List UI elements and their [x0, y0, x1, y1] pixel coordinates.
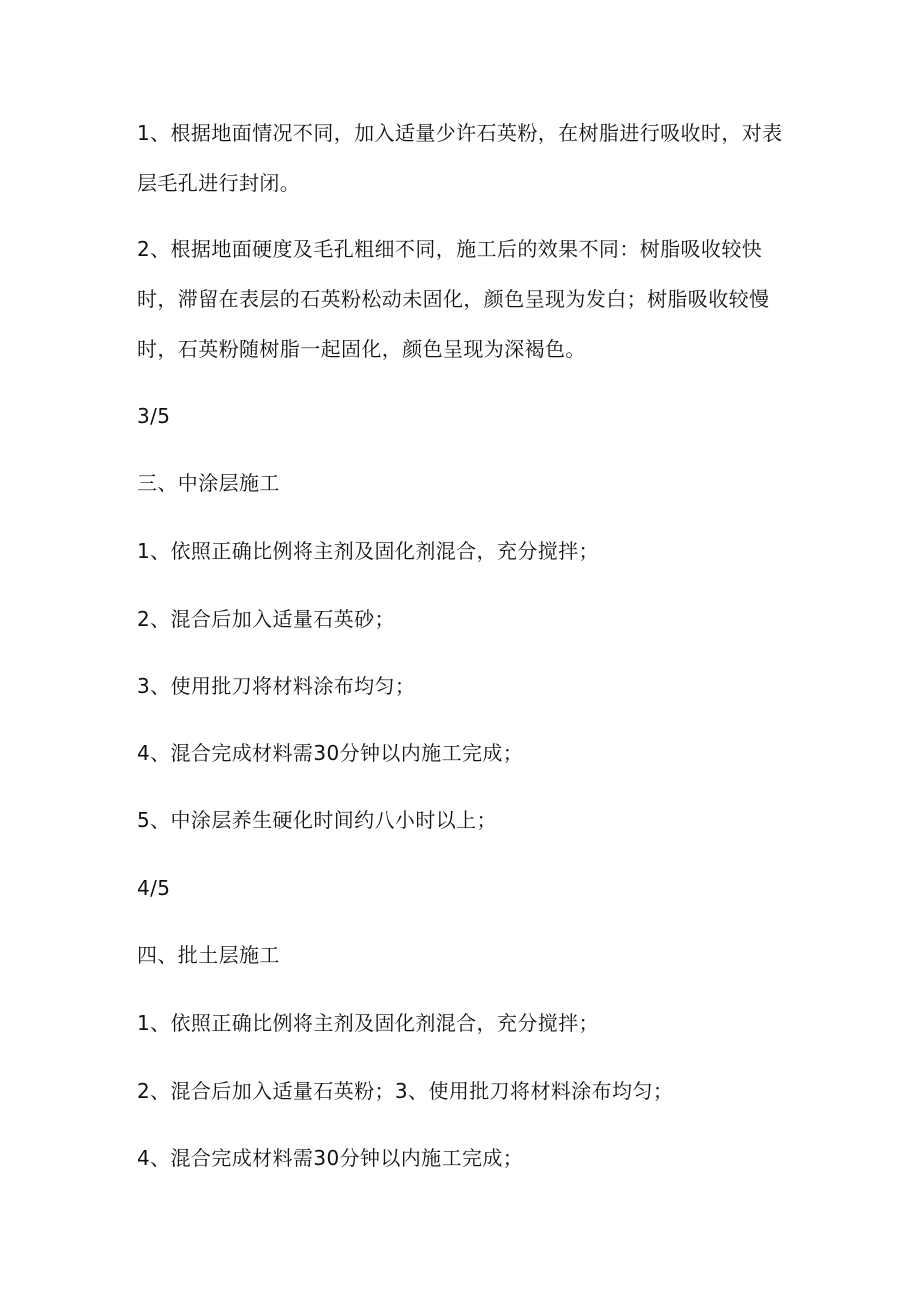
section-4-item-3: 4、混合完成材料需30分钟以内施工完成；	[137, 1146, 524, 1170]
paragraph-1-line-1: 1、根据地面情况不同，加入适量少许石英粉，在树脂进行吸收时，对表	[137, 121, 783, 145]
section-4-item-1: 1、依照正确比例将主剂及固化剂混合，充分搅拌；	[137, 1011, 599, 1035]
section-4-item-2: 2、混合后加入适量石英粉；3、使用批刀将材料涂布均匀；	[137, 1079, 674, 1103]
section-3-item-2: 2、混合后加入适量石英砂；	[137, 607, 395, 631]
section-3-item-5: 5、中涂层养生硬化时间约八小时以上；	[137, 808, 497, 832]
paragraph-2-line-2: 时，滞留在表层的石英粉松动未固化，颜色呈现为发白；树脂吸收较慢	[137, 287, 770, 311]
paragraph-2-line-3: 时，石英粉随树脂一起固化，颜色呈现为深褐色。	[137, 337, 586, 361]
section-3-item-3: 3、使用批刀将材料涂布均匀；	[137, 674, 416, 698]
paragraph-2-line-1: 2、根据地面硬度及毛孔粗细不同，施工后的效果不同：树脂吸收较快	[137, 237, 763, 261]
section-3-heading: 三、中涂层施工	[137, 471, 280, 495]
page-number-4: 4/5	[137, 876, 171, 900]
section-4-heading: 四、批土层施工	[137, 943, 280, 967]
section-3-item-1: 1、依照正确比例将主剂及固化剂混合，充分搅拌；	[137, 539, 599, 563]
page-number-3: 3/5	[137, 404, 171, 428]
paragraph-1-line-2: 层毛孔进行封闭。	[137, 171, 301, 195]
section-3-item-4: 4、混合完成材料需30分钟以内施工完成；	[137, 741, 524, 765]
